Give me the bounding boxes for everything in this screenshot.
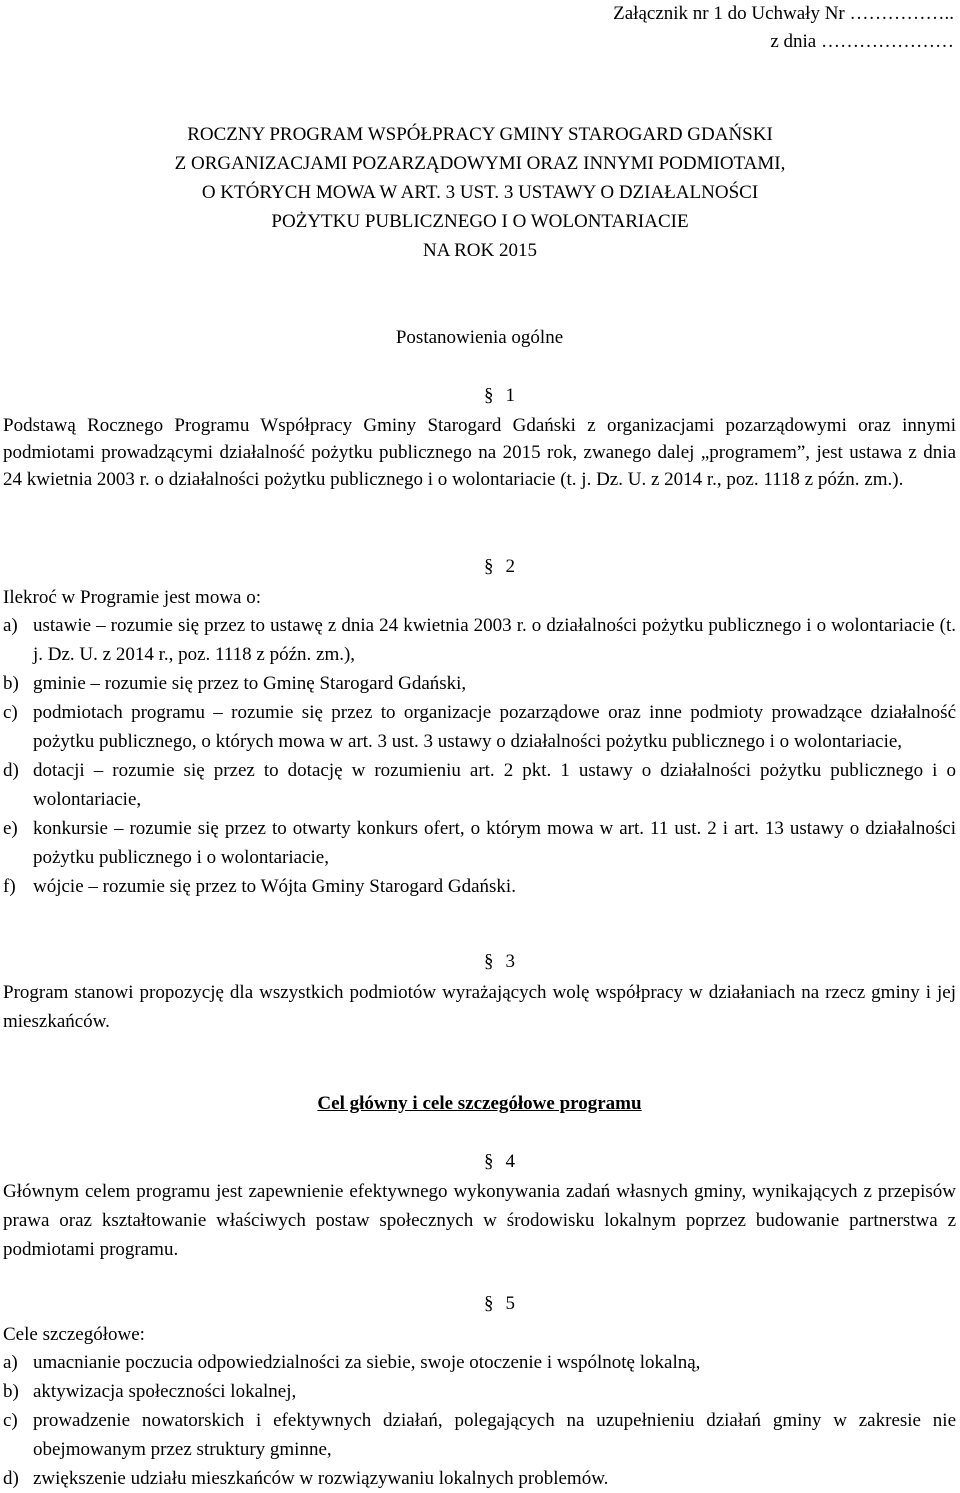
list-item: c) podmiotach programu – rozumie się przez to organizacje pozarządowe oraz inne podmioty prowadzące działalność pożytku publicznego, o których mowa w art. 3 ust. 3 ustawy o działalności pożytku publicznego i o wolontariacie, [3, 702, 956, 752]
section-symbol: § [484, 1151, 494, 1172]
section-symbol: § [484, 1293, 494, 1314]
paragraph-number-4 [43, 1148, 956, 1176]
paragraph-number: 2 [505, 556, 515, 577]
document-title [0, 120, 960, 265]
list-item: b) gminie – rozumie się przez to Gminę Starogard Gdański, [3, 673, 467, 694]
list-item: a) umacnianie poczucia odpowiedzialności za siebie, swoje otoczenie i wspólnotę lokalną, [3, 1352, 701, 1373]
paragraph-3-text: Program stanowi propozycję dla wszystkich podmiotów wyrażających wolę współpracy w działaniach na rzecz gminy i jej mieszkańców. [3, 982, 956, 1032]
title-line: POŻYTKU PUBLICZNEGO I O WOLONTARIACIE [271, 211, 689, 232]
attachment-header [613, 0, 954, 56]
paragraph-4-text: Głównym celem programu jest zapewnienie efektywnego wykonywania zadań własnych gminy, wynikających z przepisów prawa oraz kształtowanie właściwych postaw społecznych w środowisku lokalnym poprzez budowanie partnerstwa z podmiotami programu. [3, 1181, 956, 1260]
definitions-list [3, 611, 956, 901]
paragraph-number-3 [43, 948, 956, 976]
list-item: e) konkursie – rozumie się przez to otwarty konkurs ofert, o którym mowa w art. 11 ust. 2 i art. 13 ustawy o działalności pożytku publicznego i o wolontariacie, [3, 818, 956, 868]
paragraph-1-text: Podstawą Rocznego Programu Współpracy Gminy Starogard Gdański z organizacjami pozarządowymi oraz innymi podmiotami prowadzącymi działalność pożytku publicznego na 2015 rok, zwanego dalej „programem”, jest ustawa z dnia 24 kwietnia 2003 r. o działalności pożytku publicznego i o wolontariacie (t. j. Dz. U. z 2014 r., poz. 1118 z późn. zm.). [3, 415, 956, 490]
paragraph-number: 1 [505, 385, 515, 406]
list-item: d) dotacji – rozumie się przez to dotację w rozumieniu art. 2 pkt. 1 ustawy o działalności pożytku publicznego i o wolontariacie, [3, 760, 956, 810]
section-heading-general: Postanowienia ogólne [395, 327, 564, 348]
list-item: c) prowadzenie nowatorskich i efektywnych działań, polegających na uzupełnieniu działań gminy w zakresie nie obejmowanym przez struktury gminne, [3, 1410, 956, 1460]
list-item: b) aktywizacja społeczności lokalnej, [3, 1381, 297, 1402]
paragraph-5-intro: Cele szczegółowe: [3, 1324, 145, 1345]
paragraph-2-intro: Ilekroć w Programie jest mowa o: [3, 587, 262, 608]
paragraph-number: 5 [505, 1293, 515, 1314]
date-line: z dnia ………………… [770, 31, 954, 52]
section-heading-goals: Cel główny i cele szczegółowe programu [317, 1093, 642, 1114]
title-line: NA ROK 2015 [422, 240, 537, 261]
section-symbol: § [484, 951, 494, 972]
section-symbol: § [484, 385, 494, 406]
list-item: a) ustawie – rozumie się przez to ustawę z dnia 24 kwietnia 2003 r. o działalności pożytku publicznego i o wolontariacie (t. j. Dz. U. z 2014 r., poz. 1118 z późn. zm.), [3, 615, 956, 665]
title-line: Z ORGANIZACJAMI POZARZĄDOWYMI ORAZ INNYMI PODMIOTAMI, [174, 153, 786, 174]
paragraph-number: 3 [505, 951, 515, 972]
attachment-line: Załącznik nr 1 do Uchwały Nr …………….. [613, 3, 954, 24]
paragraph-number-1 [43, 382, 956, 410]
paragraph-number: 4 [505, 1151, 515, 1172]
paragraph-number-2 [43, 553, 956, 581]
list-item: d) zwiększenie udziału mieszkańców w rozwiązywaniu lokalnych problemów. [3, 1468, 609, 1489]
paragraph-number-5 [43, 1290, 956, 1318]
objectives-list [3, 1348, 956, 1493]
title-line: O KTÓRYCH MOWA W ART. 3 UST. 3 USTAWY O DZIAŁALNOŚCI [201, 182, 759, 203]
list-item: f) wójcie – rozumie się przez to Wójta Gminy Starogard Gdański. [3, 876, 516, 897]
title-line: ROCZNY PROGRAM WSPÓŁPRACY GMINY STAROGARD GDAŃSKI [187, 124, 773, 145]
section-symbol: § [484, 556, 494, 577]
